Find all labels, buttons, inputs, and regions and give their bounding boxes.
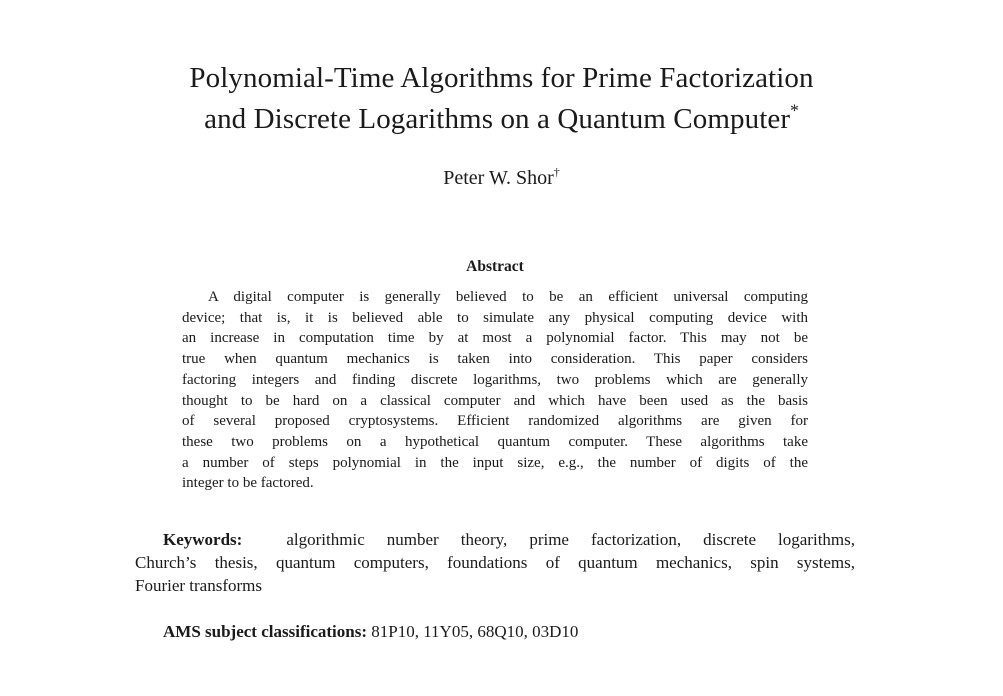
- ams-classifications: [163, 620, 578, 643]
- title-line-2-text: and Discrete Logarithms on a Quantum Computer: [204, 103, 791, 135]
- author: [0, 165, 1003, 191]
- ams-value: 81P10, 11Y05, 68Q10, 03D10: [371, 622, 579, 641]
- title-line-1: Polynomial-Time Algorithms for Prime Factorization: [189, 62, 814, 94]
- title-footnote-mark: *: [790, 100, 799, 121]
- abstract-line: thought to be hard on a classical computer and which have been used as the basis: [182, 392, 808, 409]
- keywords-text-1: algorithmic number theory, prime factorization, discrete logarithms,: [286, 530, 856, 549]
- paper-title: [0, 58, 1003, 140]
- abstract-line: of several proposed cryptosystems. Efficient randomized algorithms are given for: [182, 413, 808, 430]
- title-line-2: [0, 99, 1003, 140]
- keywords-line-2: Church’s thesis, quantum computers, foundations of quantum mechanics, spin systems,: [135, 553, 855, 572]
- ams-label: AMS subject classifications:: [163, 622, 367, 641]
- abstract-line: factoring integers and finding discrete logarithms, two problems which are generally: [182, 371, 808, 388]
- author-footnote-mark: †: [553, 165, 560, 180]
- abstract-line: these two problems on a hypothetical quantum computer. These algorithms take: [182, 433, 808, 450]
- keywords: [135, 528, 855, 597]
- author-name: Peter W. Shor: [443, 167, 554, 189]
- abstract-line: an increase in computation time by at most a polynomial factor. This may not be: [182, 330, 808, 347]
- keywords-label: Keywords:: [163, 530, 243, 549]
- abstract-line: device; that is, it is believed able to simulate any physical computing device with: [182, 309, 808, 326]
- abstract-line: A digital computer is generally believed to be an efficient universal computing: [208, 289, 808, 305]
- keywords-line-3: Fourier transforms: [135, 576, 263, 595]
- keywords-line-1: [135, 528, 855, 551]
- abstract-body: [182, 287, 808, 494]
- abstract-line: a number of steps polynomial in the input size, e.g., the number of digits of the: [182, 454, 808, 471]
- abstract-heading: Abstract: [466, 258, 524, 275]
- abstract-line: true when quantum mechanics is taken into consideration. This paper considers: [182, 351, 808, 368]
- abstract-line: integer to be factored.: [182, 475, 314, 492]
